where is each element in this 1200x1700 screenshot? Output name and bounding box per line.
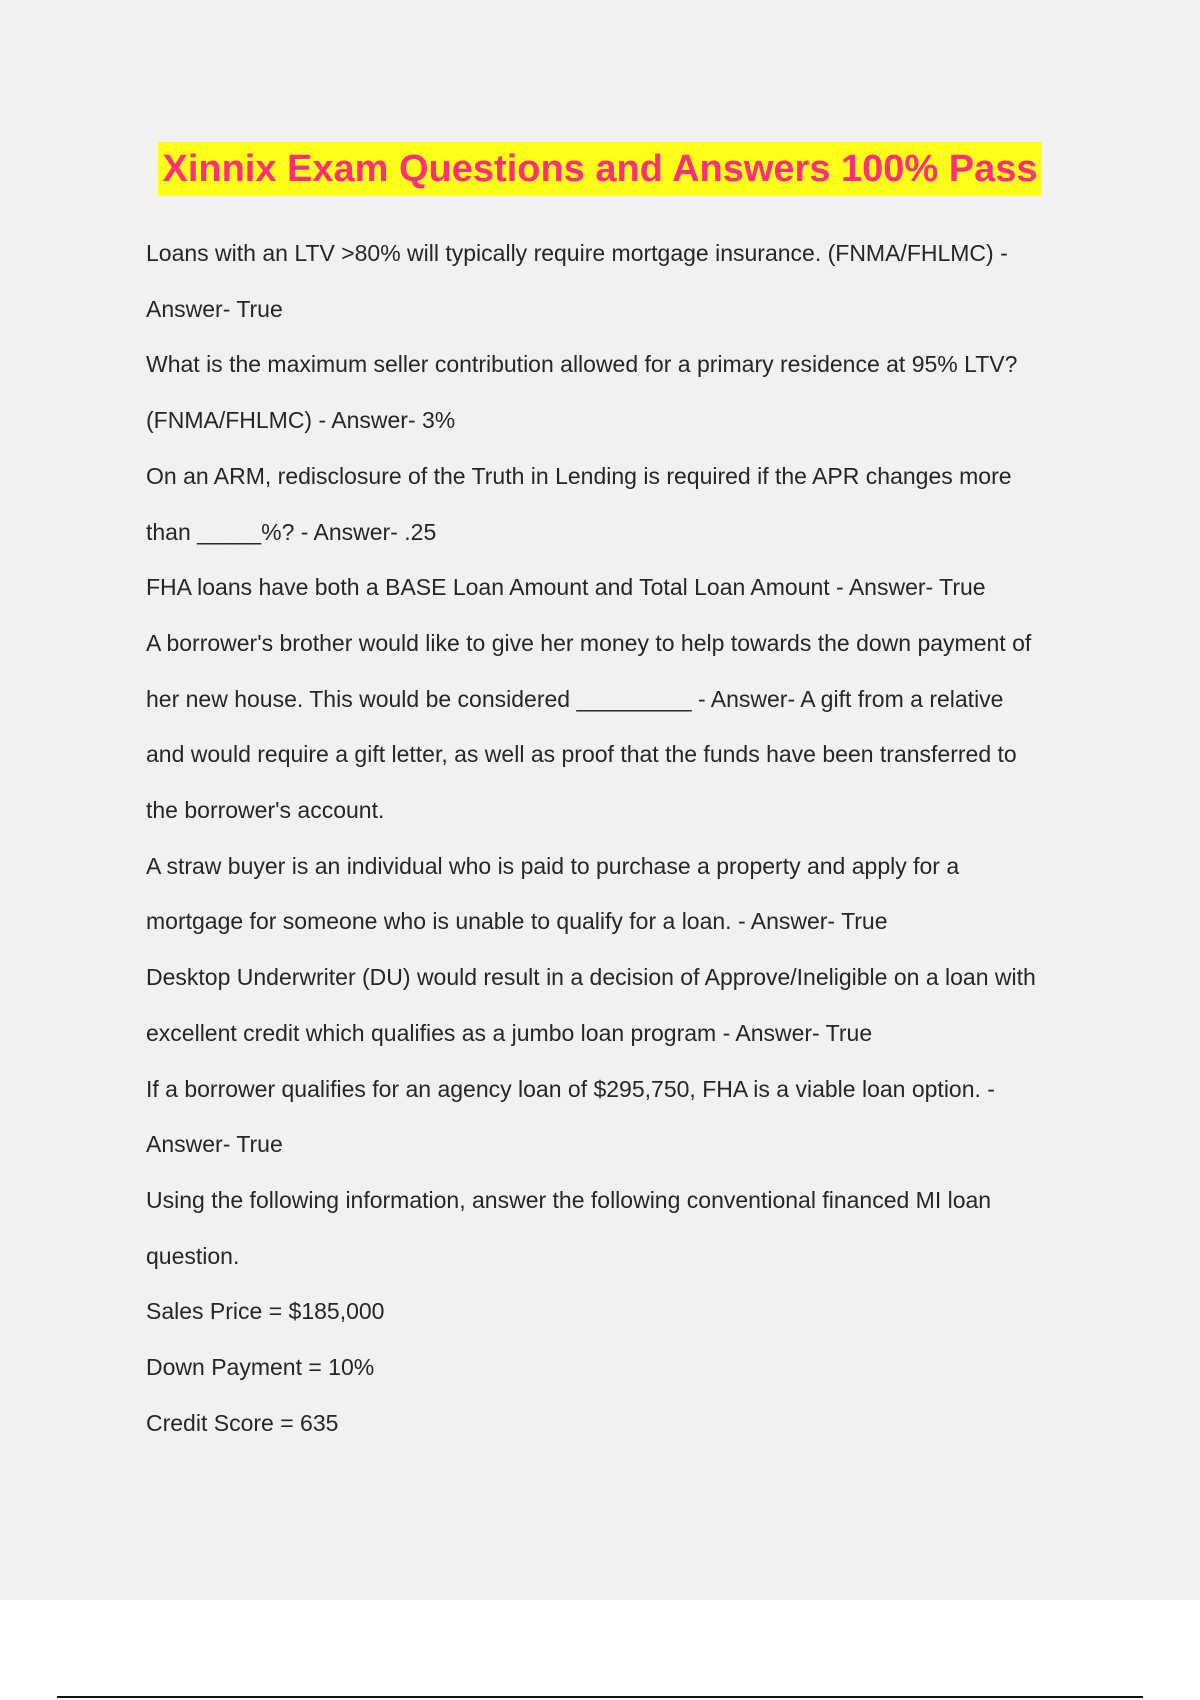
text-line: On an ARM, redisclosure of the Truth in Lending is required if the APR changes more — [146, 462, 1012, 489]
text-line: and would require a gift letter, as well as proof that the funds have been transferred to — [146, 741, 1017, 768]
title-container — [0, 142, 1200, 196]
text-line: Answer- True — [146, 295, 283, 322]
text-line: A borrower's brother would like to give her money to help towards the down payment of — [146, 629, 1032, 656]
text-line: the borrower's account. — [146, 797, 385, 824]
text-line: Sales Price = $185,000 — [146, 1298, 385, 1325]
text-line: If a borrower qualifies for an agency loan of $295,750, FHA is a viable loan option. - — [146, 1075, 995, 1102]
text-line: (FNMA/FHLMC) - Answer- 3% — [146, 407, 456, 434]
document-title: Xinnix Exam Questions and Answers 100% Pass — [158, 142, 1041, 196]
text-line: Loans with an LTV >80% will typically require mortgage insurance. (FNMA/FHLMC) - — [146, 240, 1008, 266]
text-line: mortgage for someone who is unable to qualify for a loan. - Answer- True — [146, 908, 888, 935]
text-line: Down Payment = 10% — [146, 1354, 375, 1381]
text-line: excellent credit which qualifies as a jumbo loan program - Answer- True — [146, 1019, 873, 1046]
text-line: A straw buyer is an individual who is paid to purchase a property and apply for a — [146, 852, 960, 879]
text-line: than _____%? - Answer- .25 — [146, 518, 437, 545]
text-line: FHA loans have both a BASE Loan Amount and Total Loan Amount - Answer- True — [146, 574, 986, 601]
document-body — [146, 226, 1086, 1451]
text-line: question. — [146, 1242, 240, 1269]
text-line: Credit Score = 635 — [146, 1409, 339, 1436]
text-line: What is the maximum seller contribution allowed for a primary residence at 95% LTV? — [146, 351, 1018, 378]
text-line: Using the following information, answer the following conventional financed MI loan — [146, 1186, 992, 1213]
text-line: Answer- True — [146, 1131, 283, 1158]
footer-divider — [57, 1696, 1143, 1698]
text-line: Desktop Underwriter (DU) would result in a decision of Approve/Ineligible on a loan with — [146, 964, 1036, 991]
text-line: her new house. This would be considered _________ - Answer- A gift from a relative — [146, 685, 1004, 712]
